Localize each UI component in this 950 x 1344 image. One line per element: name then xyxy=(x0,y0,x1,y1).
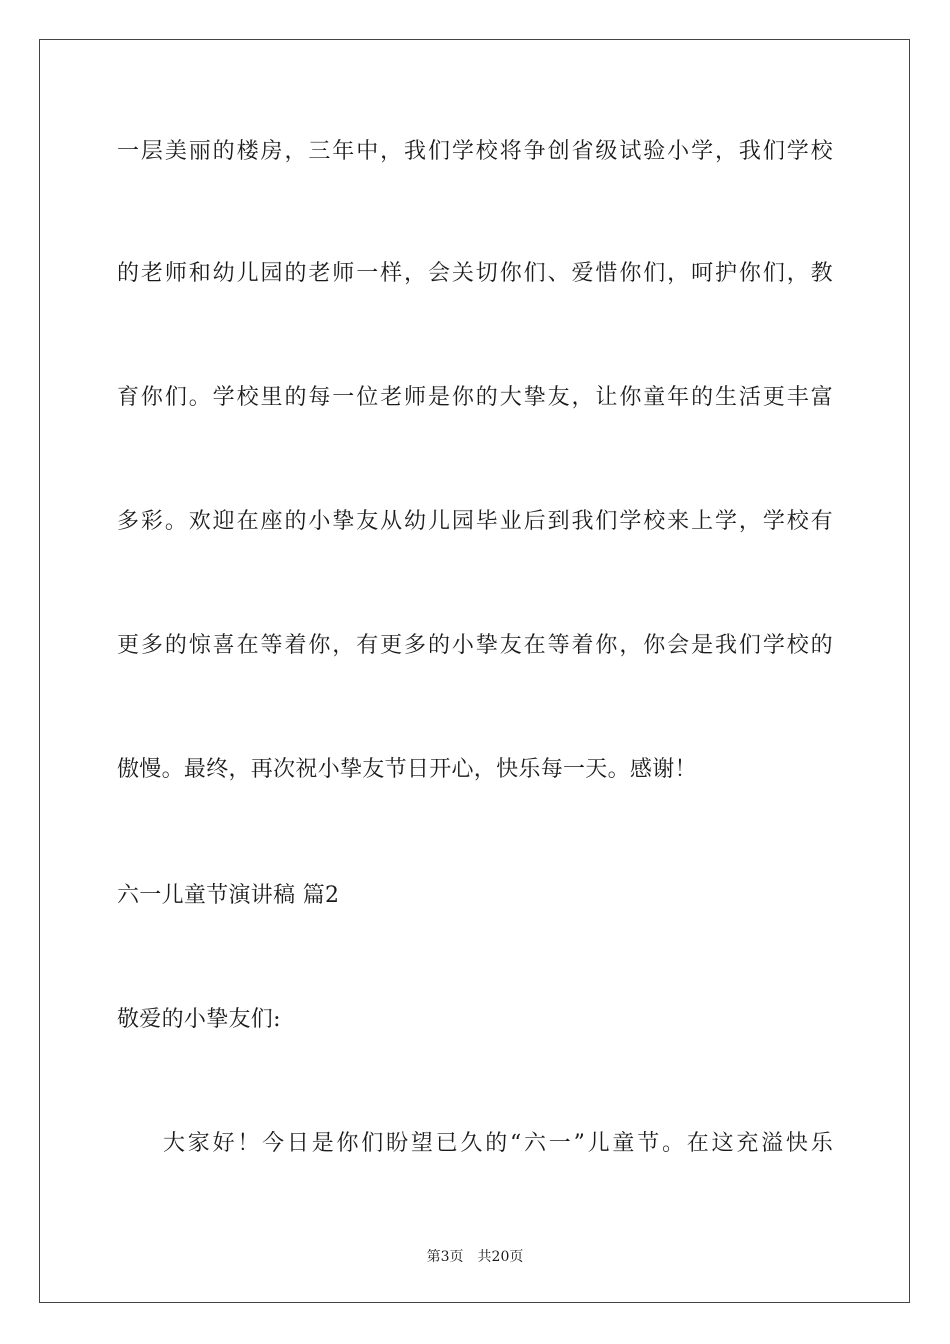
page-total: 共20页 xyxy=(477,1249,524,1265)
page-footer xyxy=(0,1247,950,1267)
opening-paragraph-line: 大家好！今日是你们盼望已久的“六一”儿童节。在这充溢快乐 xyxy=(163,1131,833,1156)
page-border xyxy=(39,39,910,1303)
body-line-3: 育你们。学校里的每一位老师是你的大挚友，让你童年的生活更丰富 xyxy=(117,385,833,410)
page-number: 第3页 xyxy=(426,1249,464,1265)
section-heading: 六一儿童节演讲稿 篇2 xyxy=(117,883,340,908)
body-line-5: 更多的惊喜在等着你，有更多的小挚友在等着你，你会是我们学校的 xyxy=(117,633,833,658)
body-line-4: 多彩。欢迎在座的小挚友从幼儿园毕业后到我们学校来上学，学校有 xyxy=(117,509,833,534)
salutation: 敬爱的小挚友们: xyxy=(117,1007,281,1032)
body-line-1: 一层美丽的楼房，三年中，我们学校将争创省级试验小学，我们学校 xyxy=(117,139,833,164)
body-line-2: 的老师和幼儿园的老师一样，会关切你们、爱惜你们，呵护你们，教 xyxy=(117,261,833,286)
body-line-6: 傲慢。最终，再次祝小挚友节日开心，快乐每一天。感谢！ xyxy=(117,757,697,782)
